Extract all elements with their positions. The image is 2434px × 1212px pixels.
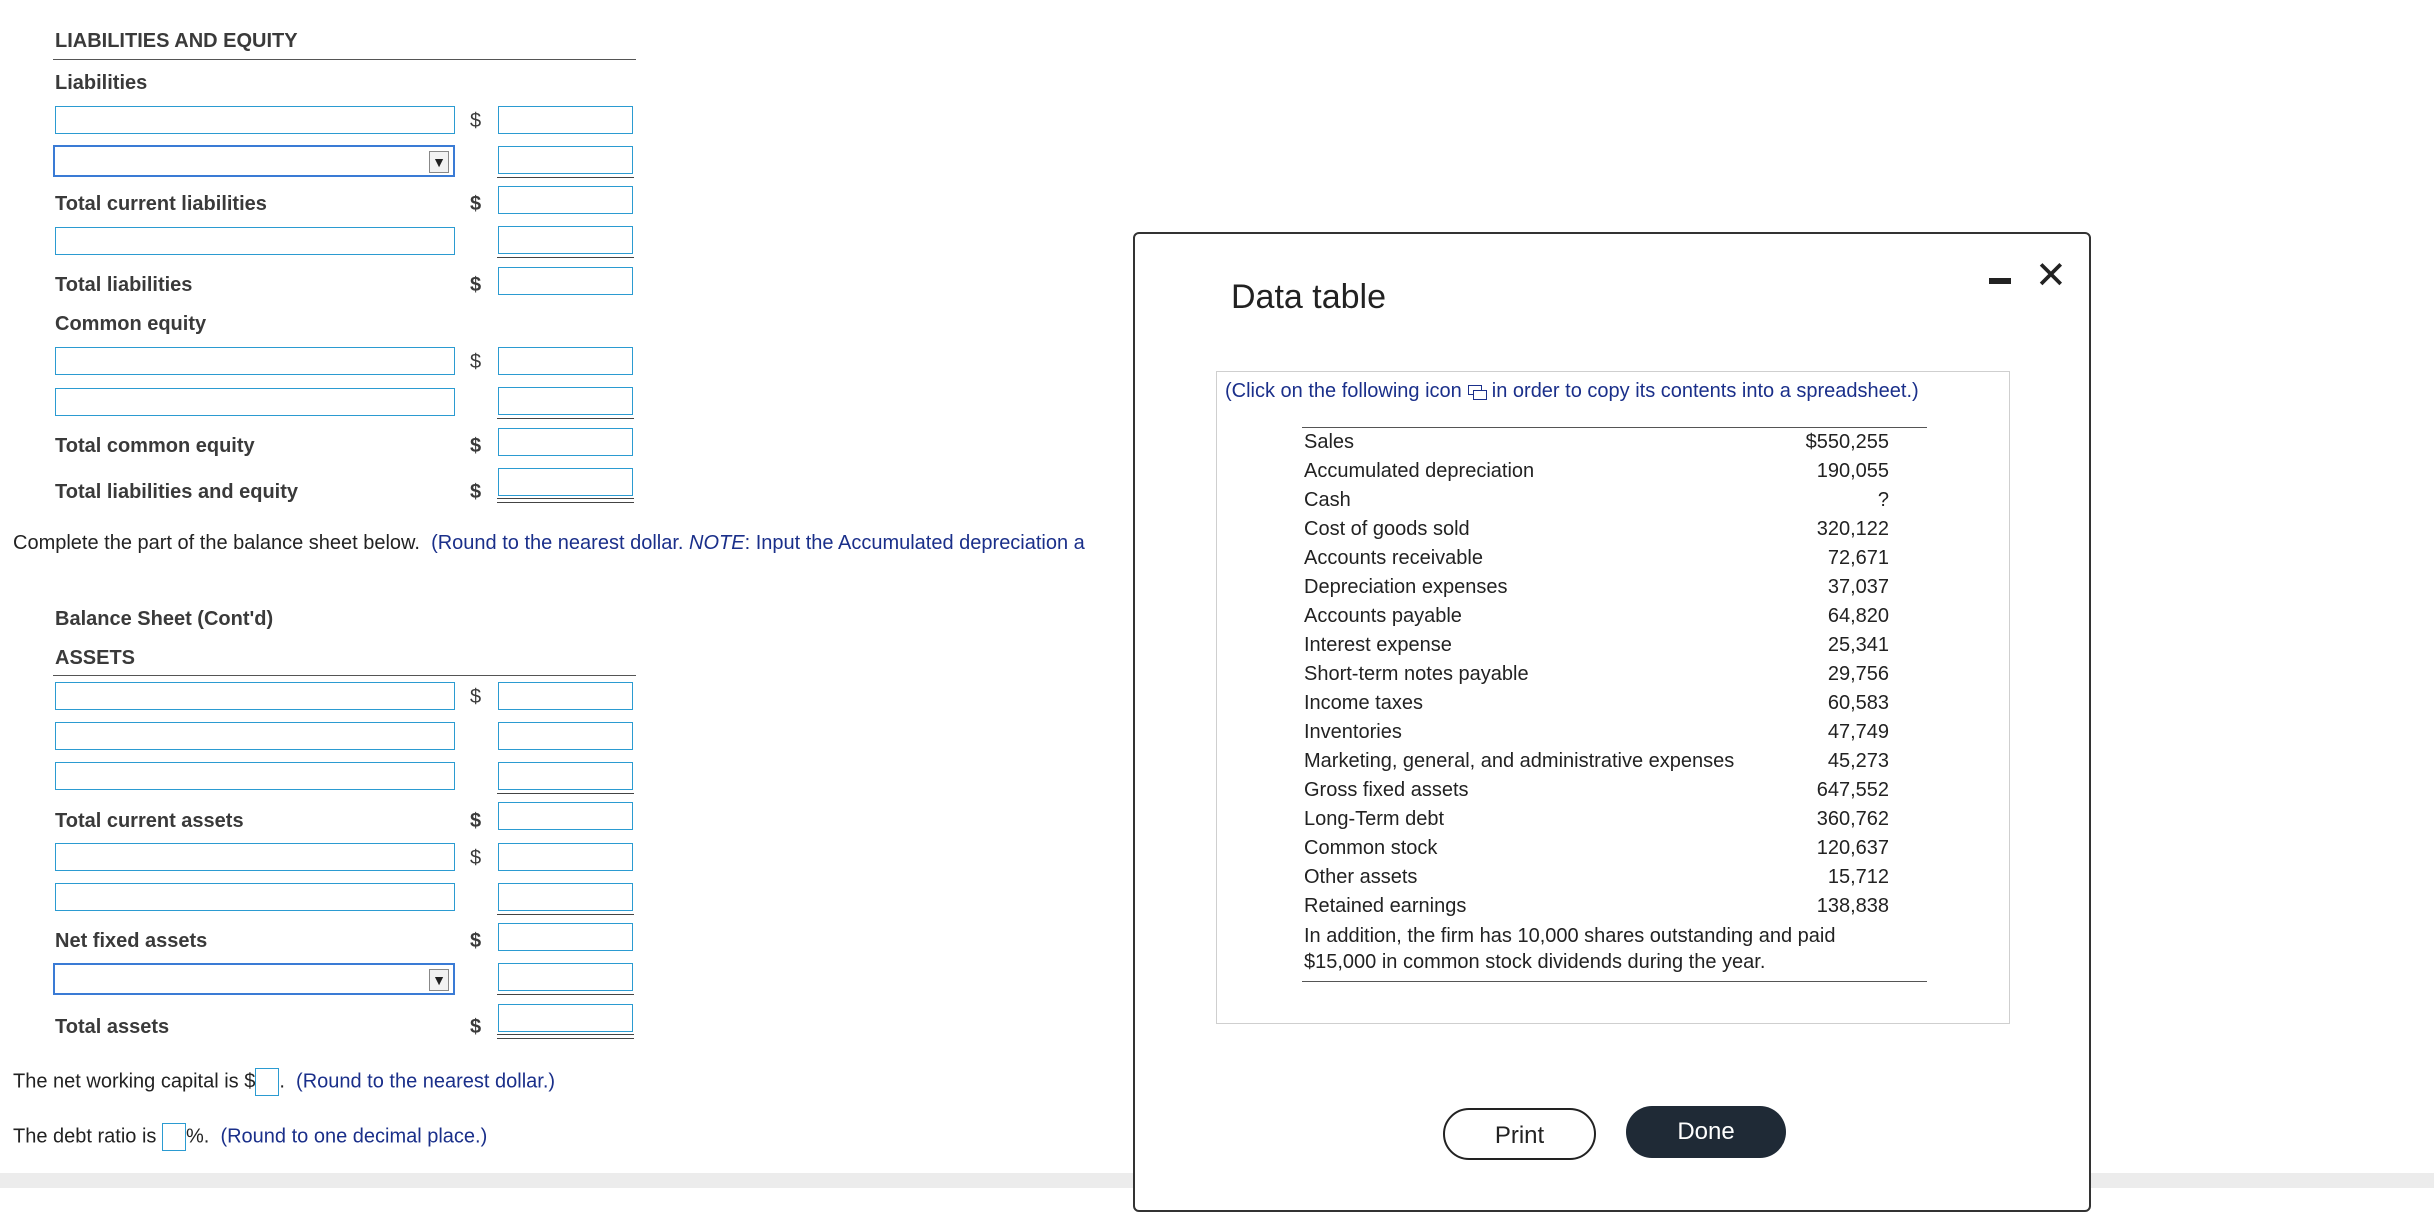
row-value: 138,838 <box>1816 895 1889 917</box>
data-table <box>1302 427 1927 982</box>
total-liabilities-input[interactable] <box>498 267 633 295</box>
asset-amount-input-3[interactable] <box>498 762 633 790</box>
liability-select-dropdown[interactable] <box>53 145 455 177</box>
done-button[interactable]: Done <box>1626 1106 1786 1158</box>
dollar-sign: $ <box>470 274 482 296</box>
liability-amount-input-1[interactable] <box>498 106 633 134</box>
total-assets-label: Total assets <box>55 1016 170 1038</box>
total-current-liabilities-label: Total current liabilities <box>55 193 267 215</box>
total-current-liabilities-input[interactable] <box>498 186 633 214</box>
row-label: Interest expense <box>1304 634 1452 656</box>
table-row <box>1302 457 1927 486</box>
row-value: 15,712 <box>1827 866 1889 888</box>
row-value: 60,583 <box>1827 692 1889 714</box>
data-table-modal <box>1133 232 2091 1212</box>
total-common-equity-label: Total common equity <box>55 435 255 457</box>
row-label: Other assets <box>1304 866 1418 888</box>
fixed-asset-amount-input-2[interactable] <box>498 883 633 911</box>
dollar-sign: $ <box>470 110 482 132</box>
row-label: Accounts payable <box>1304 605 1462 627</box>
equity-label-input-2[interactable] <box>55 388 455 416</box>
instruction-line <box>13 532 1131 555</box>
liabilities-subheading: Liabilities <box>55 72 148 94</box>
row-value: 29,756 <box>1827 663 1889 685</box>
dollar-sign: $ <box>470 930 482 952</box>
dollar-sign: $ <box>470 351 482 373</box>
liability-amount-input-3[interactable] <box>498 226 633 254</box>
table-row <box>1302 718 1927 747</box>
dollar-sign: $ <box>470 481 482 503</box>
asset-amount-input-2[interactable] <box>498 722 633 750</box>
balance-sheet-contd-heading: Balance Sheet (Cont'd) <box>55 608 274 630</box>
table-row <box>1302 660 1927 689</box>
net-fixed-assets-input[interactable] <box>498 923 633 951</box>
copy-instruction: (Click on the following icon in order to copy its contents into a spreadsheet.) <box>1225 380 1919 402</box>
instruction-hint: (Round to the nearest dollar. NOTE: Input the Accumulated depreciation a <box>431 532 1085 554</box>
liabilities-equity-heading: LIABILITIES AND EQUITY <box>55 30 298 52</box>
row-label: Cost of goods sold <box>1304 518 1470 540</box>
instruction-text: Complete the part of the balance sheet below. <box>13 532 420 554</box>
dollar-sign: $ <box>470 193 482 215</box>
liability-amount-input-2[interactable] <box>498 146 633 174</box>
row-label: Accounts receivable <box>1304 547 1483 569</box>
row-value: 64,820 <box>1827 605 1889 627</box>
dollar-sign: $ <box>470 686 482 708</box>
asset-label-input-1[interactable] <box>55 682 455 710</box>
nwc-prefix: The net working capital is $ <box>13 1070 256 1093</box>
table-row <box>1302 834 1927 863</box>
copy-spreadsheet-icon[interactable] <box>1468 385 1486 399</box>
table-row <box>1302 892 1927 921</box>
row-value: 47,749 <box>1827 721 1889 743</box>
table-row <box>1302 805 1927 834</box>
equity-amount-input-1[interactable] <box>498 347 633 375</box>
divider <box>53 59 636 60</box>
row-value: 45,273 <box>1827 750 1889 772</box>
asset-select-dropdown[interactable] <box>53 963 455 995</box>
dollar-sign: $ <box>470 435 482 457</box>
assets-subheading: ASSETS <box>55 647 136 669</box>
data-panel <box>1216 371 2010 1024</box>
table-row <box>1302 602 1927 631</box>
nwc-question: The net working capital is $ . (Round to the nearest dollar.) <box>13 1068 555 1096</box>
close-icon[interactable]: ✕ <box>2035 255 2067 297</box>
table-row <box>1302 486 1927 515</box>
row-value: $550,255 <box>1805 431 1889 453</box>
table-row <box>1302 573 1927 602</box>
row-label: Gross fixed assets <box>1304 779 1469 801</box>
row-value: 25,341 <box>1827 634 1889 656</box>
row-label: Inventories <box>1304 721 1402 743</box>
table-row <box>1302 544 1927 573</box>
table-row <box>1302 776 1927 805</box>
fixed-asset-label-input-2[interactable] <box>55 883 455 911</box>
net-fixed-assets-label: Net fixed assets <box>55 930 208 952</box>
table-row <box>1302 515 1927 544</box>
table-row <box>1302 747 1927 776</box>
total-liabilities-equity-label: Total liabilities and equity <box>55 481 298 503</box>
row-label: Short-term notes payable <box>1304 663 1529 685</box>
row-label: Cash <box>1304 489 1351 511</box>
row-label: Accumulated depreciation <box>1304 460 1535 482</box>
asset-label-input-3[interactable] <box>55 762 455 790</box>
dollar-sign: $ <box>470 847 482 869</box>
asset-amount-input-1[interactable] <box>498 682 633 710</box>
nwc-input[interactable] <box>255 1068 279 1096</box>
row-value: 647,552 <box>1816 779 1889 801</box>
liability-label-input-1[interactable] <box>55 106 455 134</box>
row-label: Marketing, general, and administrative expenses <box>1304 750 1735 772</box>
total-assets-input[interactable] <box>498 1004 633 1032</box>
asset-label-input-2[interactable] <box>55 722 455 750</box>
row-label: Sales <box>1304 431 1355 453</box>
row-label: Retained earnings <box>1304 895 1467 917</box>
dollar-sign: $ <box>470 810 482 832</box>
other-asset-amount-input[interactable] <box>498 963 633 991</box>
row-label: Income taxes <box>1304 692 1423 714</box>
table-row <box>1302 863 1927 892</box>
row-value: 120,637 <box>1816 837 1889 859</box>
row-label: Long-Term debt <box>1304 808 1445 830</box>
modal-title: Data table <box>1231 278 1386 316</box>
fixed-asset-amount-input-1[interactable] <box>498 843 633 871</box>
row-value: 37,037 <box>1827 576 1889 598</box>
chevron-down-icon: ▼ <box>429 969 449 991</box>
total-common-equity-input[interactable] <box>498 428 633 456</box>
debt-ratio-prefix: The debt ratio is <box>13 1125 157 1148</box>
table-row <box>1302 689 1927 718</box>
nwc-hint: (Round to the nearest dollar.) <box>296 1070 556 1093</box>
liability-label-input-3[interactable] <box>55 227 455 255</box>
debt-ratio-question: The debt ratio is %. (Round to one decimal place.) <box>13 1123 487 1151</box>
fixed-asset-label-input-1[interactable] <box>55 843 455 871</box>
chevron-down-icon: ▼ <box>429 151 449 173</box>
total-liabilities-label: Total liabilities <box>55 274 193 296</box>
divider <box>53 675 636 676</box>
equity-amount-input-2[interactable] <box>498 387 633 415</box>
total-current-assets-input[interactable] <box>498 802 633 830</box>
row-value: 320,122 <box>1816 518 1889 540</box>
table-row <box>1302 631 1927 660</box>
total-current-assets-label: Total current assets <box>55 810 244 832</box>
row-value: 72,671 <box>1827 547 1889 569</box>
print-button[interactable]: Print <box>1443 1108 1596 1160</box>
row-value: 190,055 <box>1816 460 1889 482</box>
minimize-icon[interactable] <box>1989 278 2011 284</box>
debt-ratio-input[interactable] <box>162 1123 186 1151</box>
dollar-sign: $ <box>470 1016 482 1038</box>
common-equity-subheading: Common equity <box>55 313 207 335</box>
equity-label-input-1[interactable] <box>55 347 455 375</box>
debt-ratio-hint: (Round to one decimal place.) <box>220 1125 488 1148</box>
table-row <box>1302 428 1927 457</box>
row-value: 360,762 <box>1816 808 1889 830</box>
row-label: Common stock <box>1304 837 1438 859</box>
total-liabilities-equity-input[interactable] <box>498 468 633 496</box>
row-value: ? <box>1877 489 1889 511</box>
table-footnote: In addition, the firm has 10,000 shares outstanding and paid $15,000 in common stock dividends during the year. <box>1304 925 1836 973</box>
row-label: Depreciation expenses <box>1304 576 1508 598</box>
